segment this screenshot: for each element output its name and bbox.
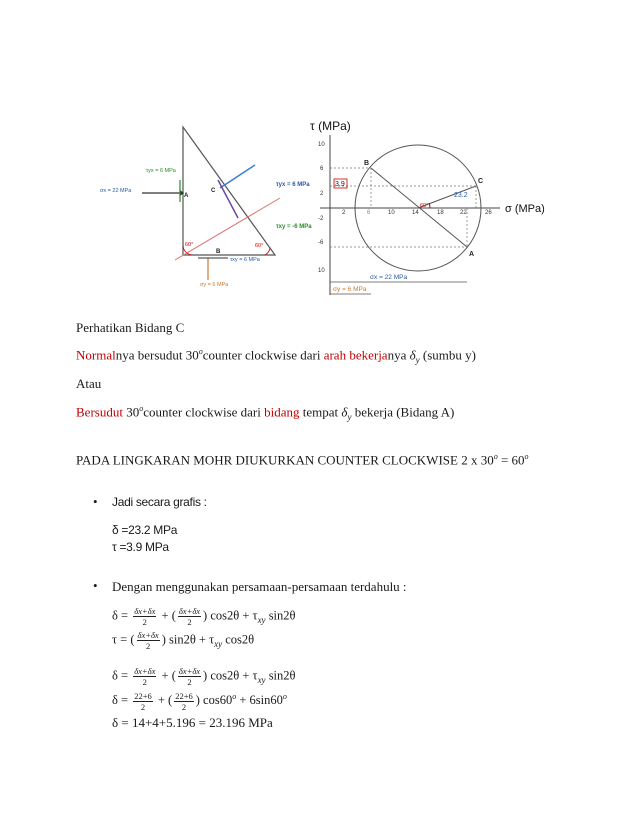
label-value-232: 23.2	[454, 192, 468, 199]
bidang-word: bidang	[264, 404, 300, 420]
y-tick-neg6: -6	[318, 240, 324, 246]
bullet-1-text: Jadi secara grafis :	[112, 495, 207, 509]
label-point-a-left: A	[184, 193, 189, 199]
normal-word: Normal	[76, 347, 116, 363]
x-tick-18: 18	[437, 210, 444, 216]
label-tau-xy-left: τxy = 6 MPa	[230, 257, 260, 263]
equation-delta-result: δ = 14+4+5.196 = 23.196 MPa	[112, 715, 273, 730]
eq4-fraction-1: $\frac{22+6}{2}$	[134, 690, 152, 712]
y-tick-6: 6	[320, 166, 324, 172]
arah-bekerja-text: arah bekerja	[323, 347, 388, 363]
label-sigma-x-left: σx = 22 MPa	[100, 188, 132, 194]
degree-superscript-4: o	[524, 452, 529, 461]
line-normal	[76, 347, 476, 365]
eq2-fraction: $\frac{\delta x+\delta x}{2}$	[137, 630, 159, 651]
label-point-c-left: C	[211, 188, 216, 194]
eq3-plus: + (	[161, 668, 176, 683]
sigma-axis-label: σ (MPa)	[505, 203, 545, 215]
eq1-plus: + (	[161, 608, 176, 623]
degree-superscript: o	[198, 347, 203, 356]
line-pada-lingkaran	[76, 452, 529, 468]
degree-superscript-3: o	[493, 452, 498, 461]
label-tau-yx-mohr: τyx = 6 MPa	[276, 182, 310, 188]
label-point-b-left: B	[216, 249, 221, 255]
eq4-degree-1: o	[232, 692, 237, 701]
x-tick-22: 22	[460, 210, 467, 216]
bekerja-bidang-a-text: bekerja (Bidang A)	[351, 404, 455, 420]
label-angle-a: 60°	[185, 242, 194, 248]
eq3-fraction-1: $\frac{\delta x+\delta x}{2}$	[134, 666, 156, 687]
eq1-fraction-1: $\frac{\delta x+\delta x}{2}$	[134, 606, 156, 627]
eq1-sub-xy: xy	[257, 614, 266, 625]
perhatikan-text: Perhatikan Bidang C	[76, 320, 185, 335]
nya-text: nya	[387, 347, 410, 363]
tau-axis-label: τ (MPa)	[310, 119, 351, 133]
label-point-b-mohr: B	[364, 160, 370, 167]
eq4-degree-2: o	[282, 692, 287, 701]
bullet-2-marker: •	[93, 578, 98, 593]
eq2-cos-term: cos2θ	[222, 632, 255, 647]
sumbu-y-text: (sumbu y)	[419, 347, 476, 363]
stress-figure	[80, 110, 560, 310]
equation-delta-general	[112, 606, 296, 629]
label-tau-yx-left: τyx = 6 MPa	[146, 168, 176, 174]
label-sigma-y-mohr: σy = 6 MPa	[333, 286, 367, 293]
counter-clockwise-text: counter clockwise dari	[202, 347, 324, 363]
equation-delta-repeat	[112, 666, 296, 689]
y-tick-neg10: 10	[318, 268, 325, 274]
x-tick-26: 26	[485, 210, 492, 216]
y-subscript-2: y	[347, 411, 352, 422]
eq3-sin-term: sin2θ	[265, 668, 296, 683]
eq2-sin-term: ) sin2θ + τ	[161, 632, 215, 647]
x-tick-10: 10	[388, 210, 395, 216]
thirty-number: 30	[126, 404, 140, 420]
equation-tau-general	[112, 630, 254, 653]
eq1-fraction-2: $\frac{\delta x+\delta x}{2}$	[178, 606, 201, 627]
label-point-c-mohr: C	[478, 178, 484, 185]
x-tick-14: 14	[412, 210, 419, 216]
graphical-tau: τ =3.9 MPa	[112, 540, 169, 554]
triangle-element	[183, 127, 275, 255]
delta-symbol: δ	[409, 347, 416, 363]
mohr-circle-diagram	[276, 119, 545, 295]
stress-element-diagram	[100, 127, 280, 288]
delta-symbol-2: δ	[341, 404, 348, 420]
atau-text: Atau	[76, 376, 102, 391]
counter-clockwise-text-2: counter clockwise dari	[143, 404, 265, 420]
line-perhatikan	[76, 320, 184, 336]
degree-superscript-2: o	[139, 404, 144, 413]
x-tick-6: 6	[367, 210, 371, 216]
y-tick-neg2: -2	[318, 216, 324, 222]
normal-line-c	[220, 165, 255, 188]
y-tick-10: 10	[318, 142, 325, 148]
eq3-cos-term: ) cos2θ + τ	[203, 668, 258, 683]
label-value-39: 3.9	[335, 181, 345, 188]
label-angle-b: 60°	[255, 243, 264, 249]
bullet-2-text: Dengan menggunakan persamaan-persamaan terdahulu :	[112, 579, 407, 594]
pada-lingkaran-text: PADA LINGKARAN MOHR DIUKURKAN COUNTER CLOCKWISE 2 x 30	[76, 452, 494, 468]
label-point-a-mohr: A	[469, 251, 475, 258]
eq3-sub-xy: xy	[257, 674, 266, 685]
label-angle-mohr: 60°	[420, 203, 429, 209]
eq4-lhs: δ =	[112, 693, 129, 708]
eq4-sin60: + 6sin60	[236, 693, 283, 708]
y-subscript: y	[415, 354, 420, 365]
eq3-lhs: δ =	[112, 668, 129, 683]
eq2-sub-xy: xy	[214, 638, 223, 649]
label-sigma-x-mohr: σx = 22 MPa	[370, 274, 408, 281]
bullet-1-marker: •	[93, 494, 98, 509]
line-bersudut	[76, 404, 454, 422]
red-diagonal	[175, 198, 280, 260]
tempat-text: tempat	[299, 404, 342, 420]
eq4-fraction-2: $\frac{22+6}{2}$	[175, 690, 193, 712]
y-tick-2: 2	[320, 191, 324, 197]
eq1-cos-term: ) cos2θ + τ	[203, 608, 258, 623]
angle-arc-b	[265, 248, 270, 255]
label-tau-xy-mohr: τxy = -6 MPa	[276, 224, 312, 230]
equals-sixty: = 60	[497, 452, 525, 468]
equation-delta-substituted	[112, 688, 287, 712]
eq4-plus: + (	[157, 693, 173, 708]
bersudut-30: nya bersudut 30	[115, 347, 199, 363]
bersudut-word: Bersudut	[76, 404, 127, 420]
eq1-lhs: δ =	[112, 608, 129, 623]
label-sigma-y-left: σy = 6 MPa	[200, 282, 229, 288]
line-atau	[76, 376, 101, 392]
eq3-fraction-2: $\frac{\delta x+\delta x}{2}$	[178, 666, 201, 687]
graphical-delta: δ =23.2 MPa	[112, 523, 178, 537]
eq1-sin-term: sin2θ	[265, 608, 296, 623]
eq4-cos60: ) cos60	[195, 693, 233, 708]
x-tick-2: 2	[342, 210, 346, 216]
eq2-lhs: τ = (	[112, 632, 135, 647]
